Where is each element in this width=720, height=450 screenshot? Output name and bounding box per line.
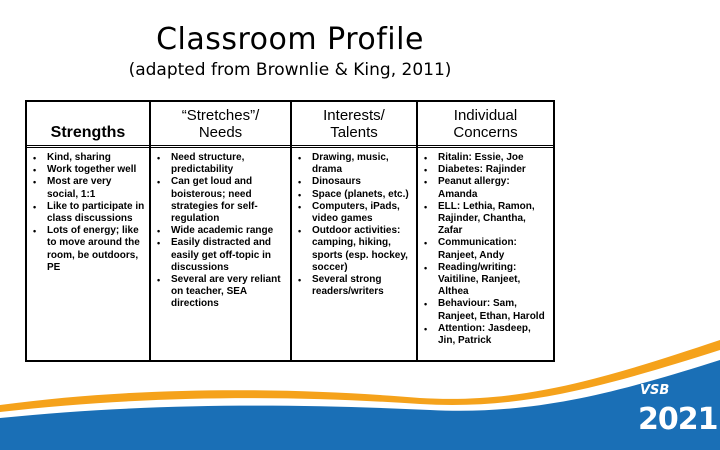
header-line-2: Needs [198, 124, 243, 141]
list-item: • Lots of energy; like to move around the room, be outdoors, PE [31, 225, 145, 274]
column-header [151, 102, 290, 148]
list-item: • Kind, sharing [31, 152, 145, 164]
logo-year: 2021 [638, 402, 718, 437]
header-line-2: Strengths [50, 124, 126, 141]
list-item: • Several are very reliant on teacher, SEA directions [155, 274, 286, 311]
list-item: • Most are very social, 1:1 [31, 176, 145, 200]
header-line-1: Individual [453, 107, 518, 124]
list-item: • Reading/writing: Vaitiline, Ranjeet, Althea [422, 262, 549, 299]
list-item: • Several strong readers/writers [296, 274, 412, 298]
column-header [27, 102, 149, 148]
list-item: • Peanut allergy: Amanda [422, 176, 549, 200]
list-item: • Wide academic range [155, 225, 286, 237]
list-item: • Behaviour: Sam, Ranjeet, Ethan, Harold [422, 298, 549, 322]
header-line-2: Concerns [453, 124, 518, 141]
vsb-logo-text: VSB [640, 383, 670, 398]
list-item: • Computers, iPads, video games [296, 201, 412, 225]
list-item: • Outdoor activities: camping, hiking, sports (esp. hockey, soccer) [296, 225, 412, 274]
column-list [27, 148, 149, 274]
list-item: • Work together well [31, 164, 145, 176]
list-item: • Drawing, music, drama [296, 152, 412, 176]
column-list [151, 148, 290, 311]
list-item: • ELL: Lethia, Ramon, Rajinder, Chantha, Zafar [422, 201, 549, 238]
list-item: • Attention: Jasdeep, Jin, Patrick [422, 323, 549, 347]
column-header [418, 102, 553, 148]
list-item: • Dinosaurs [296, 176, 412, 188]
list-item: • Need structure, predictability [155, 152, 286, 176]
column-list [292, 148, 416, 298]
list-item: • Easily distracted and easily get off-topic in discussions [155, 237, 286, 274]
slide-subtitle: (adapted from Brownlie & King, 2011) [128, 60, 452, 80]
list-item: • Like to participate in class discussions [31, 201, 145, 225]
list-item: • Space (planets, etc.) [296, 189, 412, 201]
footer-wave-decoration [0, 300, 720, 450]
list-item: • Diabetes: Rajinder [422, 164, 549, 176]
header-line-2: Talents [330, 124, 378, 141]
column-header [292, 102, 416, 148]
slide-title: Classroom Profile [156, 22, 424, 57]
list-item: • Communication: Ranjeet, Andy [422, 237, 549, 261]
header-line-1: “Stretches”/ [181, 107, 260, 124]
list-item: • Can get loud and boisterous; need strategies for self-regulation [155, 176, 286, 225]
header-line-1: Interests/ [323, 107, 385, 124]
list-item: • Ritalin: Essie, Joe [422, 152, 549, 164]
